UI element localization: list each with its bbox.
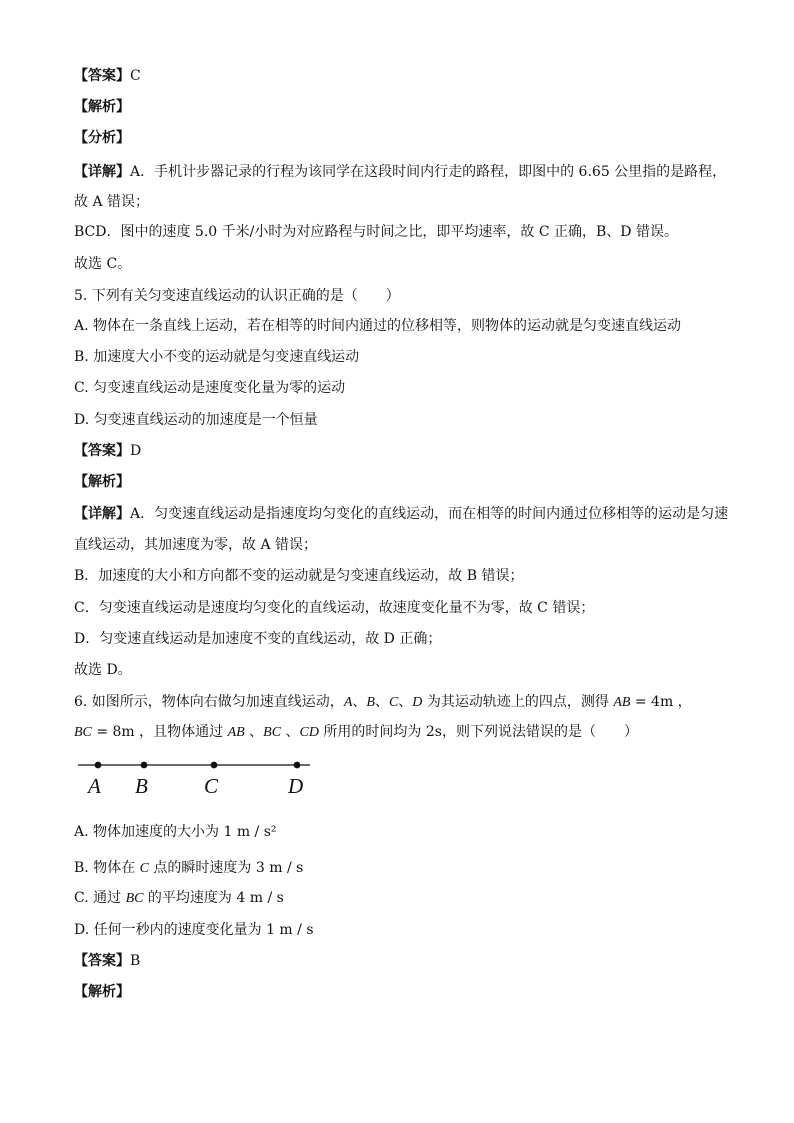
answer-value: D	[130, 443, 142, 459]
point-c: C	[139, 861, 149, 876]
point-b: B	[366, 695, 375, 710]
stem-text: 所用的时间均为 2s，则下列说法错误的是（ ）	[318, 724, 638, 740]
stem-text: 为其运动轨迹上的四点，测得	[422, 694, 614, 710]
answer-value: C	[130, 68, 141, 84]
q6-option-a: A. 物体加速度的大小为 1 m / s²	[74, 824, 277, 840]
q4-fenxi-tag: 【分析】	[74, 130, 130, 146]
answer-tag: 【答案】	[74, 443, 130, 459]
q5-detail-line-4: C．匀变速直线运动是速度均匀变化的直线运动，故速度变化量不为零，故 C 错误；	[74, 600, 595, 616]
q6-stem-line-2	[74, 722, 638, 743]
point-b-dot	[141, 762, 148, 769]
point-c-dot	[211, 762, 218, 769]
detail-tag: 【详解】	[74, 506, 130, 522]
point-d-dot	[294, 762, 301, 769]
q5-stem: 5. 下列有关匀变速直线运动的认识正确的是（ ）	[74, 288, 400, 304]
q4-answer-line	[74, 66, 141, 86]
q6-stem-line-1	[74, 692, 692, 713]
q5-conclusion: 故选 D。	[74, 662, 132, 678]
separator: 、	[398, 694, 413, 710]
option-text: 点的瞬时速度为 3 m / s	[148, 860, 304, 876]
segment-bc: BC	[125, 891, 144, 906]
q6-option-d: D. 任何一秒内的速度变化量为 1 m / s	[74, 922, 314, 938]
point-d: D	[412, 695, 423, 710]
q5-analysis-tag: 【解析】	[74, 474, 130, 490]
q4-detail-line-3: BCD．图中的速度 5.0 千米/小时为对应路程与时间之比，即平均速率，故 C 正确，B、D 错误。	[74, 224, 678, 240]
q6-analysis-tag: 【解析】	[74, 984, 130, 1000]
separator: 、	[244, 724, 264, 740]
separator: 、	[374, 694, 389, 710]
point-a: A	[343, 695, 353, 710]
q4-conclusion: 故选 C。	[74, 256, 132, 272]
point-a-dot	[95, 762, 102, 769]
option-text: 的平均速度为 4 m / s	[143, 890, 284, 906]
point-c: C	[388, 695, 399, 710]
label-c: C	[204, 774, 219, 798]
q6-answer-line	[74, 951, 140, 971]
separator: 、	[352, 694, 367, 710]
q5-answer-line	[74, 441, 141, 461]
segment-ab: AB	[613, 695, 631, 710]
q4-analysis-tag: 【解析】	[74, 99, 130, 115]
segment-ab: AB	[227, 725, 245, 740]
answer-tag: 【答案】	[74, 953, 130, 969]
stem-text: 6. 如图所示，物体向右做匀加速直线运动，	[74, 694, 344, 710]
segment-bc: BC	[263, 725, 282, 740]
label-a: A	[88, 774, 101, 798]
detail-text: A．手机计步器记录的行程为该同学在这段时间内行走的路程，即图中的 6.65 公里指的是路程，	[130, 164, 727, 180]
track-line	[74, 758, 314, 772]
answer-value: B	[130, 953, 141, 969]
q4-detail-line-2: 故 A 错误；	[74, 194, 150, 210]
q4-detail-line-1	[74, 162, 726, 182]
label-d: D	[288, 774, 304, 798]
stem-text: = 4m ，	[630, 694, 692, 710]
q5-option-d: D. 匀变速直线运动的加速度是一个恒量	[74, 412, 318, 428]
q5-option-b: B. 加速度大小不变的运动就是匀变速直线运动	[74, 349, 360, 365]
option-text: B. 物体在	[74, 860, 140, 876]
detail-text: A．匀变速直线运动是指速度均匀变化的直线运动，而在相等的时间内通过位移相等的运动是匀速	[130, 506, 729, 522]
option-text: C. 通过	[74, 890, 126, 906]
q5-detail-line-3: B．加速度的大小和方向都不变的运动就是匀变速直线运动，故 B 错误；	[74, 568, 524, 584]
q5-detail-line-2: 直线运动，其加速度为零，故 A 错误；	[74, 537, 318, 553]
q5-detail-line-5: D．匀变速直线运动是加速度不变的直线运动，故 D 正确；	[74, 631, 442, 647]
answer-tag: 【答案】	[74, 68, 130, 84]
q5-option-c: C. 匀变速直线运动是速度变化量为零的运动	[74, 380, 346, 396]
segment-bc: BC	[74, 725, 92, 740]
q6-option-c	[74, 888, 284, 909]
label-b: B	[135, 774, 148, 798]
separator: 、	[281, 724, 300, 740]
segment-cd: CD	[299, 725, 319, 740]
stem-text: = 8m ，且物体通过	[91, 724, 228, 740]
detail-tag: 【详解】	[74, 164, 130, 180]
q5-detail-line-1	[74, 504, 728, 524]
motion-track-figure	[74, 758, 314, 800]
q5-option-a: A. 物体在一条直线上运动，若在相等的时间内通过的位移相等，则物体的运动就是匀变速直线运动	[74, 318, 682, 334]
q6-option-b	[74, 858, 303, 879]
